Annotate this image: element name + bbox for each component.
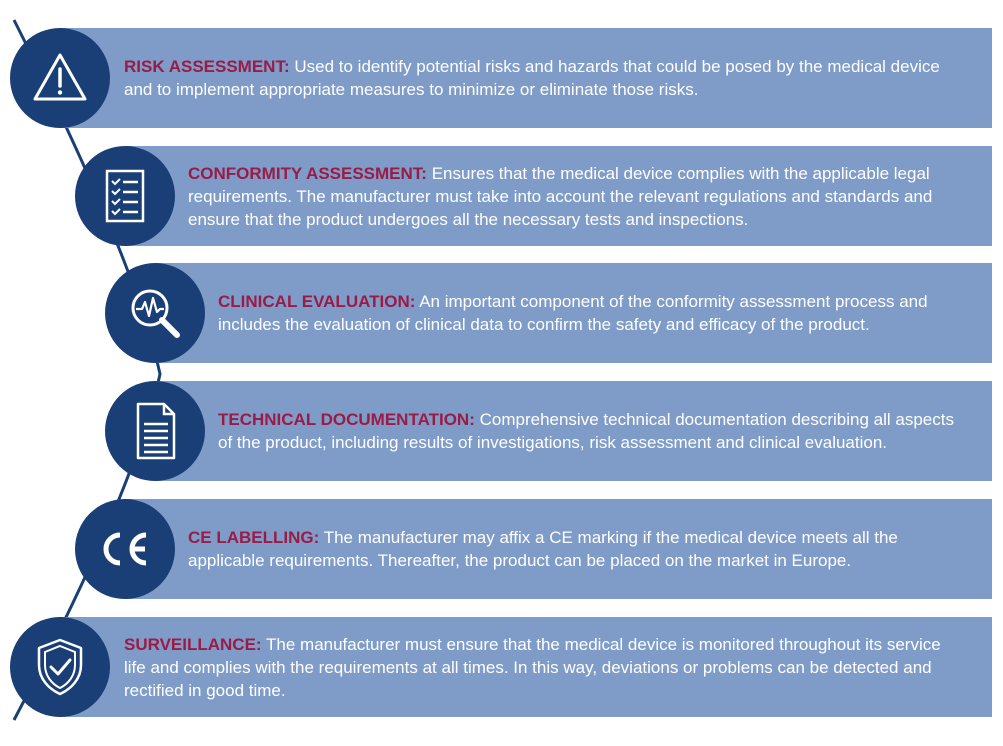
step-title: CE LABELLING: <box>188 528 320 547</box>
step-icon-circle <box>75 146 175 246</box>
ce-mark-icon <box>92 516 158 582</box>
magnifier-pulse-icon <box>122 280 188 346</box>
step-description <box>188 526 966 572</box>
step-title: CLINICAL EVALUATION: <box>218 292 416 311</box>
step-text: The manufacturer must ensure that the medical device is monitored throughout its service life and complies with the requirements at all times. In this way, deviations or problems can be detected and rectified in good time. <box>124 634 941 700</box>
step-description <box>188 162 966 231</box>
step-title: RISK ASSESSMENT: <box>124 57 290 76</box>
step-surveillance <box>60 617 992 717</box>
warning-icon <box>27 45 93 111</box>
step-title: TECHNICAL DOCUMENTATION: <box>218 410 475 429</box>
step-title: SURVEILLANCE: <box>124 634 262 654</box>
step-description <box>218 290 966 336</box>
step-description <box>124 633 966 702</box>
step-title: CONFORMITY ASSESSMENT: <box>188 163 427 183</box>
step-text: Comprehensive technical documentation describing all aspects of the product, including results of investigations, risk assessment and clinical evaluation. <box>218 410 954 452</box>
step-text: Ensures that the medical device complies with the applicable legal requirements. The manufacturer must take into account the relevant regulations and standards and ensure that the product undergoes all the necessary tests and inspections. <box>188 163 933 229</box>
step-icon-circle <box>10 28 110 128</box>
step-description <box>218 408 966 454</box>
step-description <box>124 55 966 101</box>
shield-check-icon <box>27 634 93 700</box>
step-icon-circle <box>75 499 175 599</box>
step-technical-documentation <box>155 381 992 481</box>
step-icon-circle <box>105 381 205 481</box>
step-text: The manufacturer may affix a CE marking if the medical device meets all the applicable requirements. Thereafter, the product can be placed on the market in Europe. <box>188 528 898 570</box>
step-text: An important component of the conformity assessment process and includes the evaluation of clinical data to confirm the safety and efficacy of the product. <box>218 292 928 334</box>
step-text: Used to identify potential risks and hazards that could be posed by the medical device and to implement appropriate measures to minimize or eliminate those risks. <box>124 57 940 99</box>
step-icon-circle <box>10 617 110 717</box>
document-icon <box>122 398 188 464</box>
step-risk-assessment <box>60 28 992 128</box>
step-clinical-evaluation <box>155 263 992 363</box>
step-ce-labelling <box>125 499 992 599</box>
checklist-icon <box>92 163 158 229</box>
step-icon-circle <box>105 263 205 363</box>
step-conformity-assessment <box>125 146 992 246</box>
